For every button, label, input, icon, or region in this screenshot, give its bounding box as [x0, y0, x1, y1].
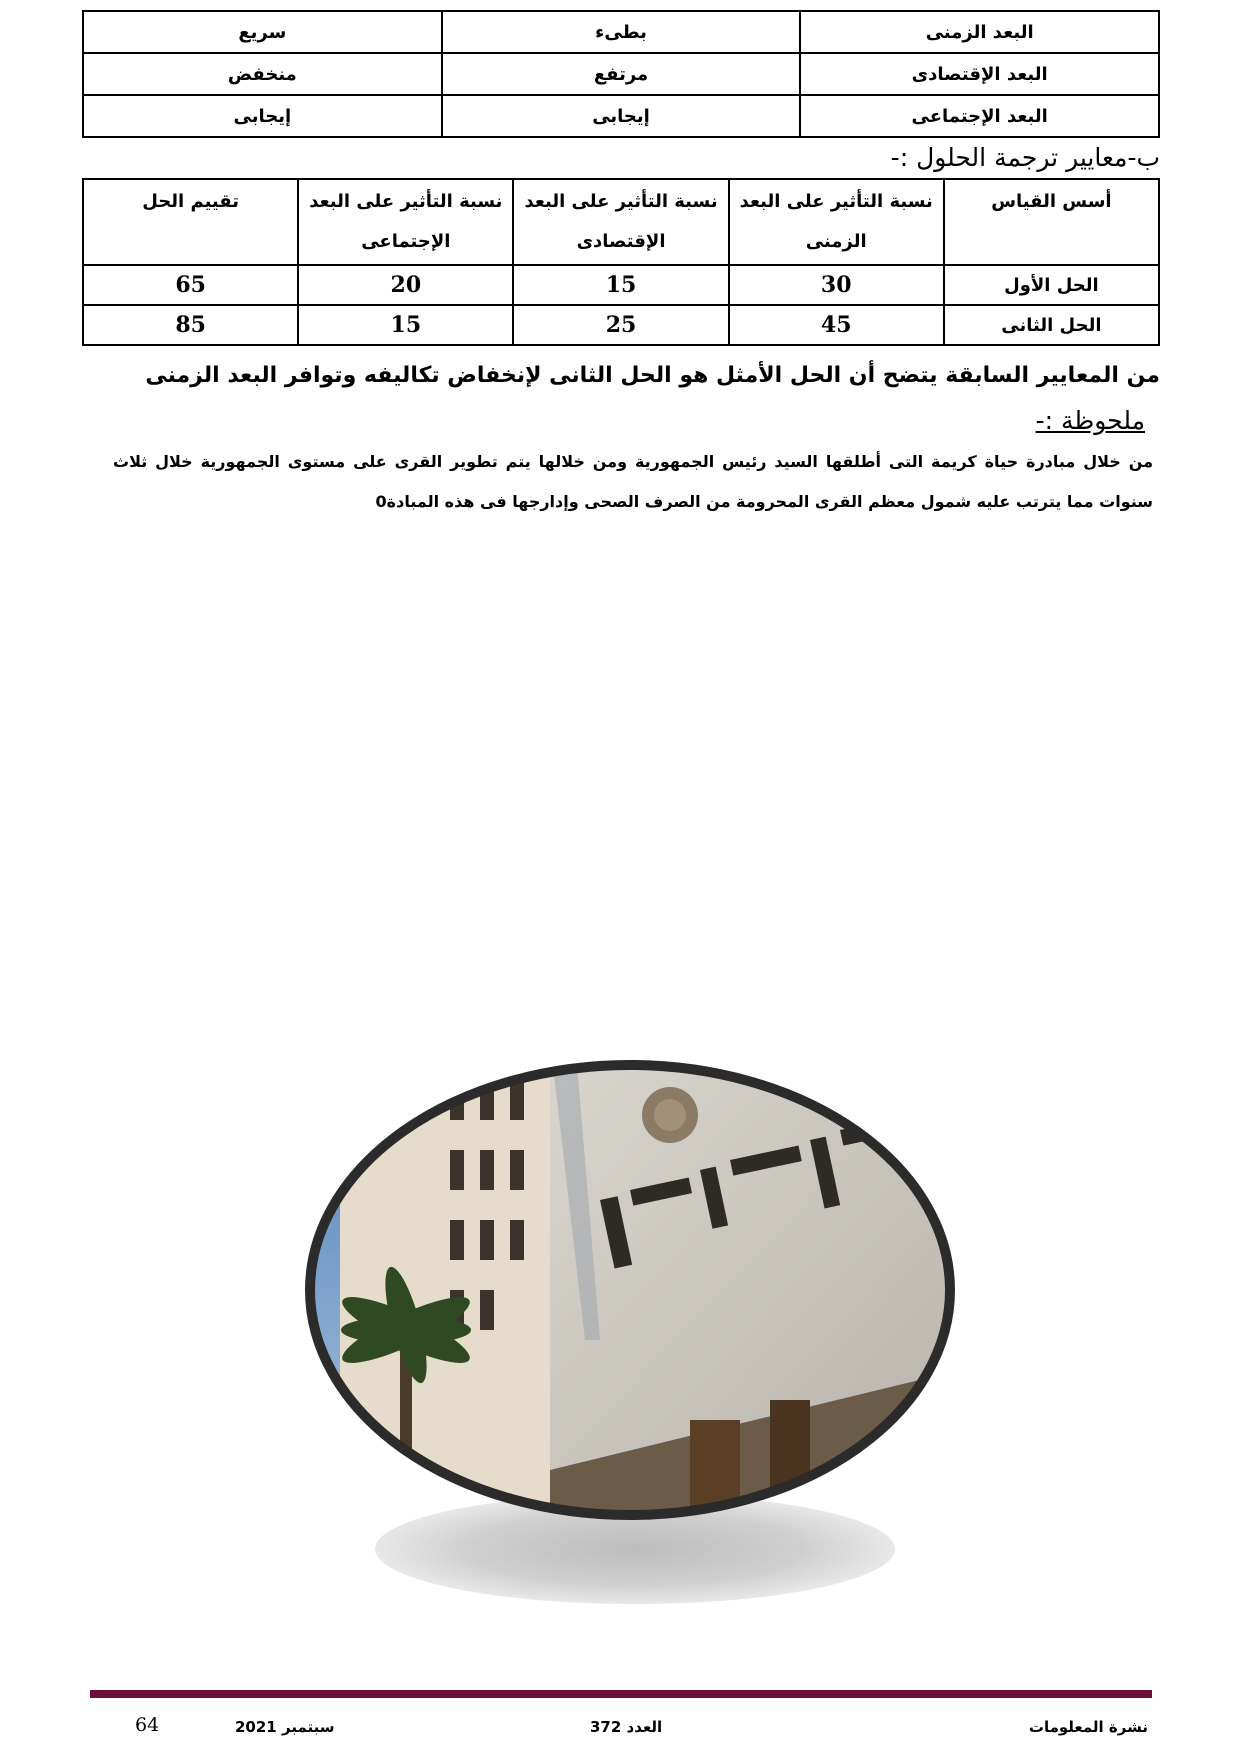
- building-photo-image: [300, 1040, 960, 1520]
- section-heading: ب-معايير ترجمة الحلول :-: [890, 143, 1160, 172]
- table-cell: 65: [83, 265, 298, 305]
- footer-rule: [90, 1690, 1152, 1698]
- table-cell: 15: [513, 265, 728, 305]
- governorate-building-photo: [300, 1040, 960, 1600]
- header-cell: نسبة التأثير على البعد الإجتماعى: [298, 179, 513, 265]
- comparison-table: [82, 10, 1160, 138]
- note-body: من خلال مبادرة حياة كريمة التى أطلقها السيد رئيس الجمهورية ومن خلالها يتم تطوير القرى على مستوى الجمهورية خلال ثلاث سنوات مما يترتب عليه شمول معظم القرى المحرومة من الصرف الصحى وإدارجها فى هذه المبادة0: [113, 452, 1153, 511]
- table-row: [83, 53, 1159, 95]
- table-cell: البعد الزمنى: [800, 11, 1159, 53]
- table-cell: 85: [83, 305, 298, 345]
- table-cell: سريع: [83, 11, 442, 53]
- table-cell: بطىء: [442, 11, 801, 53]
- table-cell: البعد الإجتماعى: [800, 95, 1159, 137]
- header-cell: تقييم الحل: [83, 179, 298, 265]
- footer-issue: العدد 372: [590, 1718, 663, 1736]
- table-cell: 25: [513, 305, 728, 345]
- note-title: ملحوظة :-: [1035, 406, 1145, 435]
- page-number: 64: [135, 1714, 160, 1736]
- row-label: الحل الأول: [944, 265, 1159, 305]
- table-row: [83, 305, 1159, 345]
- row-label: الحل الثانى: [944, 305, 1159, 345]
- solutions-criteria-table: [82, 178, 1160, 346]
- table-cell: البعد الإقتصادى: [800, 53, 1159, 95]
- table-row: [83, 11, 1159, 53]
- footer-publication: نشرة المعلومات: [1028, 1718, 1148, 1736]
- header-cell: أسس القياس: [944, 179, 1159, 265]
- table-row: [83, 95, 1159, 137]
- header-cell: نسبة التأثير على البعد الإقتصادى: [513, 179, 728, 265]
- conclusion-text: من المعايير السابقة يتضح أن الحل الأمثل هو الحل الثانى لإنخفاض تكاليفه وتوافر البعد الزمنى: [145, 363, 1160, 388]
- table-row: [83, 265, 1159, 305]
- table-cell: مرتفع: [442, 53, 801, 95]
- table-cell: 45: [729, 305, 944, 345]
- table-cell: 20: [298, 265, 513, 305]
- table-cell: إيجابى: [83, 95, 442, 137]
- table-cell: منخفض: [83, 53, 442, 95]
- table-cell: 30: [729, 265, 944, 305]
- header-cell: نسبة التأثير على البعد الزمنى: [729, 179, 944, 265]
- table-cell: 15: [298, 305, 513, 345]
- footer-date: سبتمبر 2021: [235, 1718, 335, 1736]
- table-cell: إيجابى: [442, 95, 801, 137]
- table-header-row: [83, 179, 1159, 265]
